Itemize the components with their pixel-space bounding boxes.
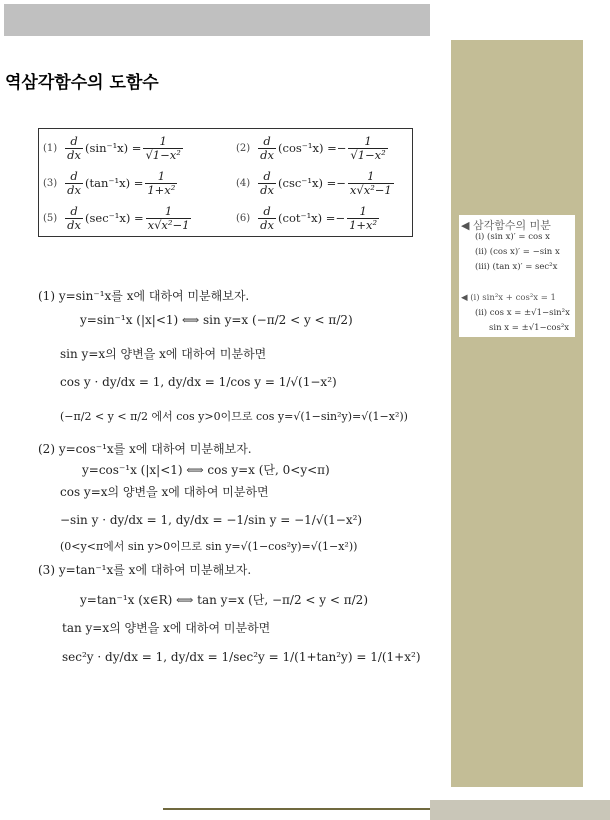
section-heading-1: (1) y=sin⁻¹x를 x에 대하여 미분해보자. <box>38 289 250 303</box>
formula-4: (4) $\frac{d}{dx}$ (csc⁻¹x) = − $\frac{1}{\text{x√x²−1}}$ <box>236 168 392 197</box>
formula-function: (cos⁻¹x) = <box>278 141 337 155</box>
formula-function: (sec⁻¹x) = <box>85 211 144 225</box>
equation-line: (−π/2 < y < π/2 에서 cos y>0이므로 cos y=√(1−sin²y)=√(1−x²)) <box>60 410 408 423</box>
side-note <box>459 215 575 337</box>
page-title: 역삼각함수의 도함수 <box>5 73 159 93</box>
formula-1: (1) $\frac{d}{dx}$ (sin⁻¹x) = $\frac{1}{\text{√1−x²}}$ <box>43 133 181 162</box>
note-heading: ◀ 삼각함수의 미분 <box>461 219 551 232</box>
formula-number: (2) <box>236 142 251 154</box>
equation-line: y=tan⁻¹x (x∈R) ⟺ tan y=x (단, −π/2 < y < π/2) <box>80 593 368 607</box>
equation-line: y=cos⁻¹x (|x|<1) ⟺ cos y=x (단, 0<y<π) <box>82 463 330 477</box>
equation-line: y=sin⁻¹x (|x|<1) ⟺ sin y=x (−π/2 < y < π/2) <box>80 313 353 327</box>
formula-number: (4) <box>236 177 251 189</box>
side-panel <box>451 40 583 787</box>
formula-6: (6) $\frac{d}{dx}$ (cot⁻¹x) = − $\frac{1}{\text{1+x²}}$ <box>236 203 378 232</box>
formula-number: (3) <box>43 177 58 189</box>
section-heading-3: (3) y=tan⁻¹x를 x에 대하여 미분해보자. <box>38 563 252 577</box>
note-line: (ⅱ) cos x = ±√1−sin²x <box>475 308 570 318</box>
formula-function: (csc⁻¹x) = <box>278 176 337 190</box>
equation-line: cos y · dy/dx = 1, dy/dx = 1/cos y = 1/√(1−x²) <box>60 375 337 389</box>
formula-function: (sin⁻¹x) = <box>85 141 142 155</box>
text-line: tan y=x의 양변을 x에 대하여 미분하면 <box>62 621 271 635</box>
note-line: sin x = ±√1−cos²x <box>489 323 570 333</box>
formula-function: (tan⁻¹x) = <box>85 176 144 190</box>
equation-line: (0<y<π에서 sin y>0이므로 sin y=√(1−cos²y)=√(1−x²)) <box>60 540 358 553</box>
section-heading-2: (2) y=cos⁻¹x를 x에 대하여 미분해보자. <box>38 442 252 456</box>
formula-number: (5) <box>43 212 58 224</box>
text-line: cos y=x의 양변을 x에 대하여 미분하면 <box>60 485 269 499</box>
header-bar <box>4 4 430 36</box>
text-line: sin y=x의 양변을 x에 대하여 미분하면 <box>60 347 267 361</box>
formula-2: (2) $\frac{d}{dx}$ (cos⁻¹x) = − $\frac{1}{\text{√1−x²}}$ <box>236 133 386 162</box>
equation-line: sec²y · dy/dx = 1, dy/dx = 1/sec²y = 1/(1+tan²y) = 1/(1+x²) <box>62 650 421 664</box>
footer-tab <box>430 800 610 820</box>
formula-number: (1) <box>43 142 58 154</box>
equation-line: −sin y · dy/dx = 1, dy/dx = −1/sin y = −1/√(1−x²) <box>60 513 363 527</box>
formula-function: (cot⁻¹x) = <box>278 211 336 225</box>
formula-5: (5) $\frac{d}{dx}$ (sec⁻¹x) = $\frac{1}{\text{x√x²−1}}$ <box>43 203 190 232</box>
formula-box <box>38 128 413 237</box>
formula-3: (3) $\frac{d}{dx}$ (tan⁻¹x) = $\frac{1}{\text{1+x²}}$ <box>43 168 176 197</box>
note-line: (ⅰ) (sin x)′ = cos x <box>475 232 550 242</box>
note-heading: ◀ (ⅰ) sin²x + cos²x = 1 <box>461 293 556 303</box>
formula-number: (6) <box>236 212 251 224</box>
note-line: (ⅲ) (tan x)′ = sec²x <box>475 262 558 272</box>
note-line: (ⅱ) (cos x)′ = −sin x <box>475 247 560 257</box>
